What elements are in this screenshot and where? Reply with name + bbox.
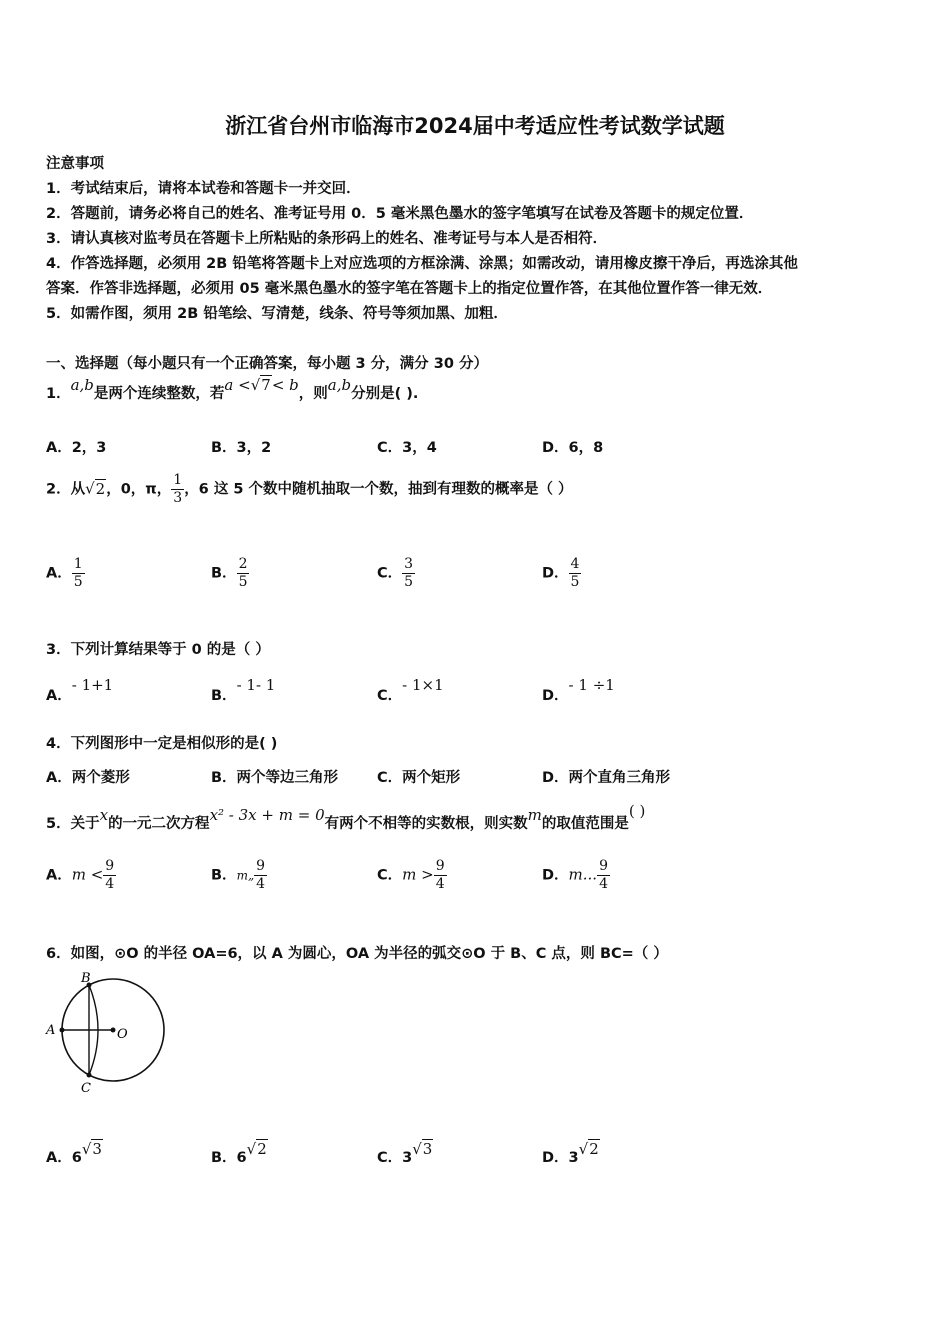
label-o: O xyxy=(117,1027,128,1042)
note-item: 2．答题前，请务必将自己的姓名、准考证号用 0．5 毫米黑色墨水的签字笔填写在试卷及答题卡的规定位置． xyxy=(46,206,754,222)
option-a: A． $\frac{1}{5}$ xyxy=(46,556,83,590)
question-4: 4．下列图形中一定是相似形的是( ) xyxy=(46,736,278,752)
option-a: A．m < $\frac{9}{4}$ xyxy=(46,858,115,892)
label-a: A xyxy=(46,1023,56,1038)
option-d: D．两个直角三角形 xyxy=(542,770,671,786)
option-b: B．3，2 xyxy=(211,440,272,456)
note-item: 答案．作答非选择题，必须用 05 毫米黑色墨水的签字笔在答题卡上的指定位置作答，在其他位置作答一律无效． xyxy=(46,281,773,297)
note-item: 1．考试结束后，请将本试卷和答题卡一并交回． xyxy=(46,181,361,197)
circle-figure xyxy=(42,966,170,1100)
section-heading: 一、选择题（每小题只有一个正确答案，每小题 3 分，满分 30 分） xyxy=(46,356,488,372)
option-a: A．- 1+1 xyxy=(46,676,114,704)
label-b: B xyxy=(81,971,91,986)
option-d: D．m... $\frac{9}{4}$ xyxy=(542,858,608,892)
option-b: B．两个等边三角形 xyxy=(211,770,339,786)
option-d: D．6，8 xyxy=(542,440,604,456)
question-6: 6．如图，⊙O 的半径 OA=6，以 A 为圆心，OA 为半径的弧交⊙O 于 B、C 点，则 BC=（ ） xyxy=(46,946,668,962)
option-c: C．m > $\frac{9}{4}$ xyxy=(377,858,445,892)
note-item: 3．请认真核对监考员在答题卡上所粘贴的条形码上的姓名、准考证号与本人是否相符． xyxy=(46,231,608,247)
question-1: 1．a,b是两个连续整数，若a <√7< b，则a,b分别是( ). xyxy=(46,376,419,402)
option-c: C．- 1×1 xyxy=(377,676,444,704)
note-item: 5．如需作图，须用 2B 铅笔绘、写清楚，线条、符号等须加黑、加粗． xyxy=(46,306,508,322)
option-c: C．两个矩形 xyxy=(377,770,461,786)
option-a: A．6√3 xyxy=(46,1140,102,1166)
notes-heading: 注意事项 xyxy=(46,156,104,172)
option-a: A．2，3 xyxy=(46,440,107,456)
question-5: 5．关于x的一元二次方程x² - 3x + m = 0有两个不相等的实数根，则实数m的取值范围是( ) xyxy=(46,802,646,832)
option-c: C．3，4 xyxy=(377,440,437,456)
page-title: 浙江省台州市临海市2024届中考适应性考试数学试题 xyxy=(225,114,725,138)
note-item: 4．作答选择题，必须用 2B 铅笔将答题卡上对应选项的方框涂满、涂黑；如需改动，请用橡皮擦干净后，再选涂其他 xyxy=(46,256,798,272)
option-d: D．- 1 ÷1 xyxy=(542,676,615,704)
option-c: C．3√3 xyxy=(377,1140,433,1166)
option-a: A．两个菱形 xyxy=(46,770,130,786)
option-d: D． $\frac{4}{5}$ xyxy=(542,556,580,590)
option-b: B． $\frac{2}{5}$ xyxy=(211,556,248,590)
question-3: 3．下列计算结果等于 0 的是（ ） xyxy=(46,642,270,658)
option-d: D．3√2 xyxy=(542,1140,599,1166)
option-b: B．6√2 xyxy=(211,1140,267,1166)
option-b: B．- 1- 1 xyxy=(211,676,276,704)
question-2: 2．从√2，0，π， $\frac{1}{3}$ ，6 这 5 个数中随机抽取一个数，抽到有理数的概率是（ ） xyxy=(46,472,573,506)
label-c: C xyxy=(81,1081,91,1096)
option-c: C． $\frac{3}{5}$ xyxy=(377,556,414,590)
option-b: B．m„ $\frac{9}{4}$ xyxy=(211,858,266,892)
